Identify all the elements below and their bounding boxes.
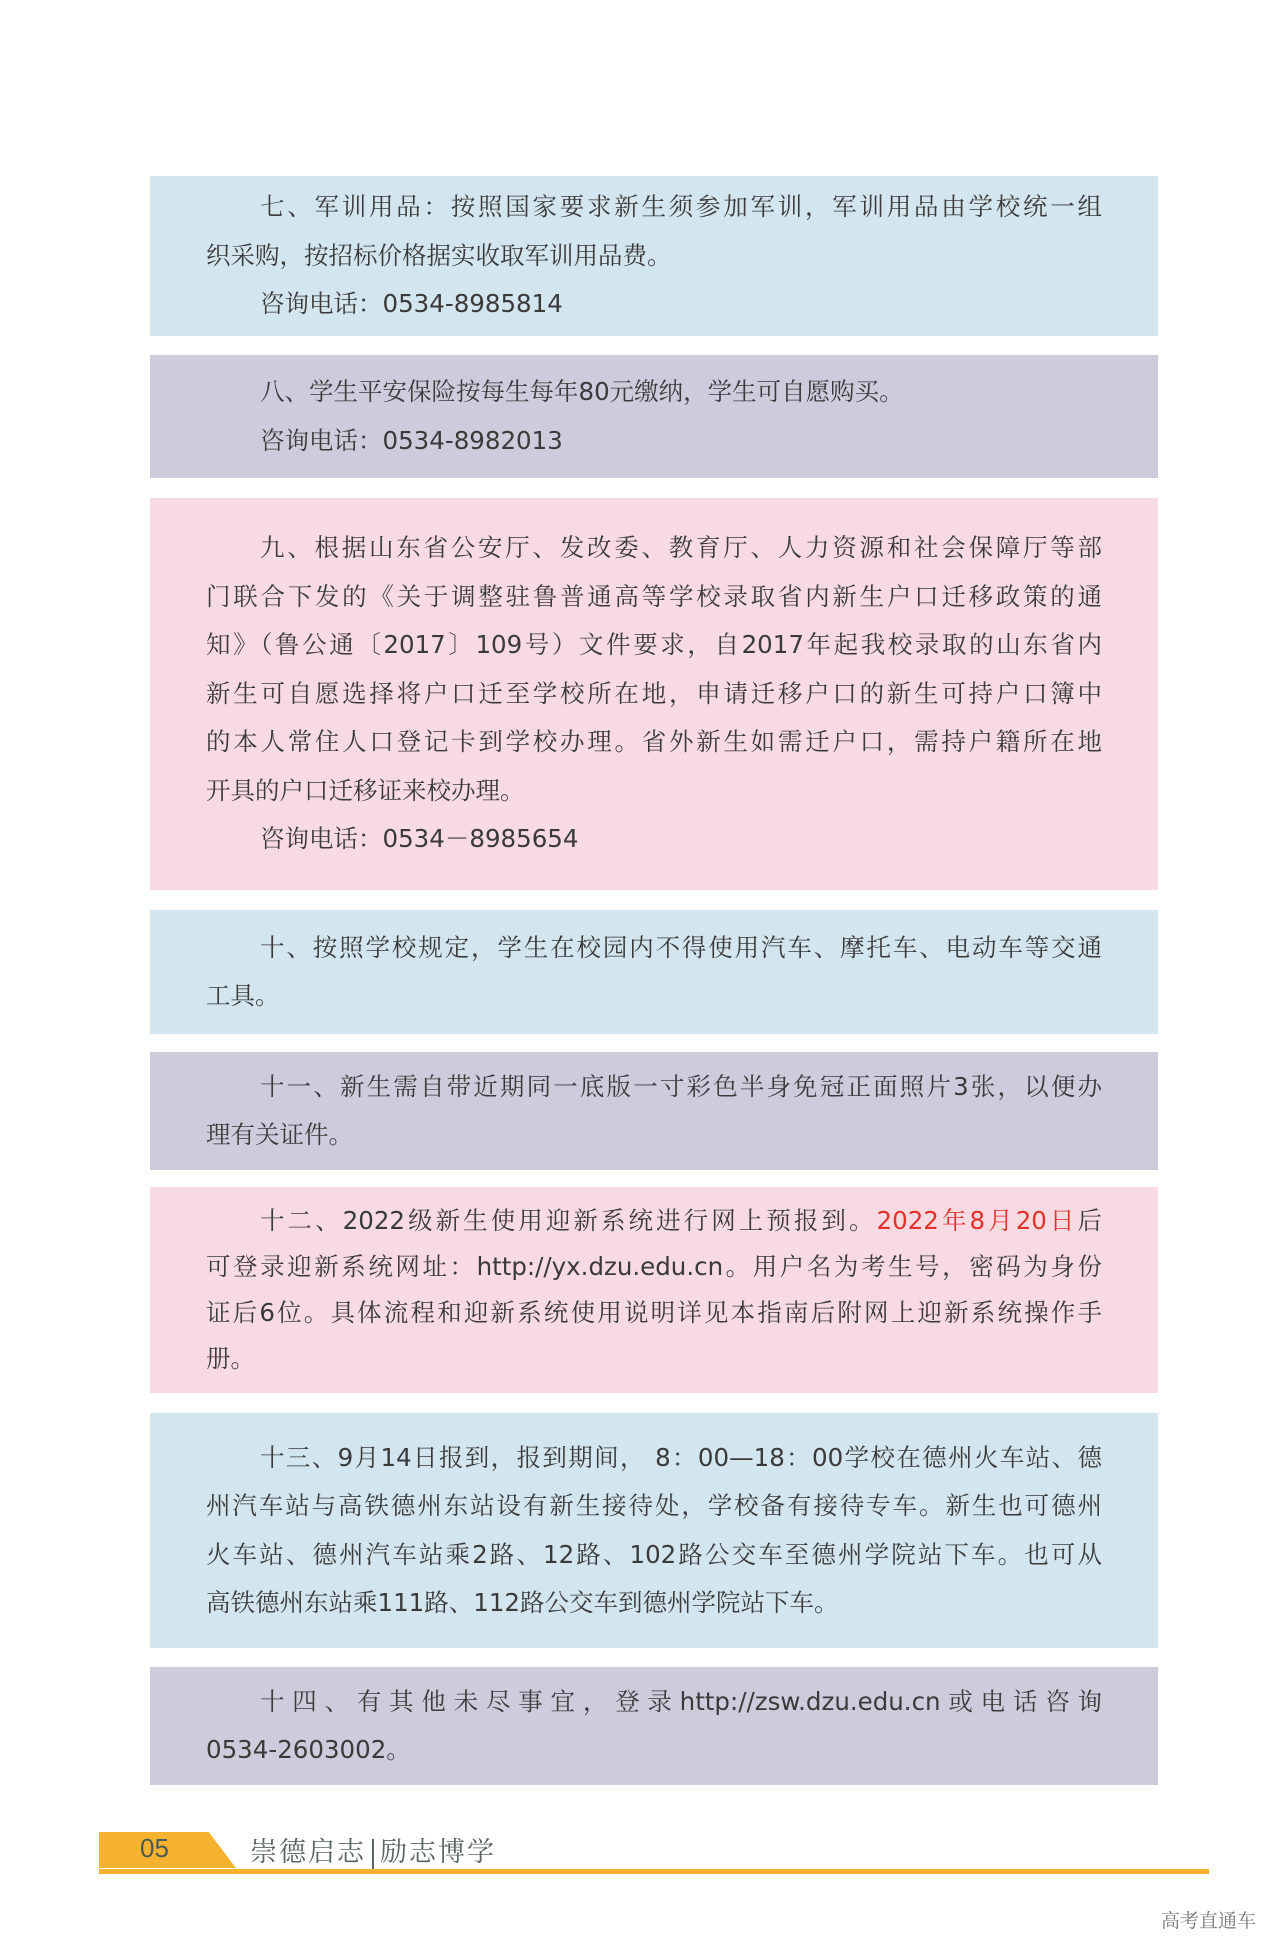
text-line: 工具。: [206, 981, 280, 1010]
highlighted-date: 2022年8月20日: [876, 1206, 1078, 1235]
text-line: 册。: [206, 1344, 255, 1373]
text-line: 理有关证件。: [206, 1120, 353, 1149]
text-line: 十一、新生需自带近期同一底版一寸彩色半身免冠正面照片3张，以便办: [260, 1071, 1102, 1101]
text-line: 门联合下发的《关于调整驻鲁普通高等学校录取省内新生户口迁移政策的通: [206, 581, 1102, 611]
text-line: 火车站、德州汽车站乘2路、12路、102路公交车至德州学院站下车。也可从: [206, 1539, 1102, 1569]
text-line: 高铁德州东站乘111路、112路公交车到德州学院站下车。: [206, 1588, 839, 1617]
text-line: [206, 1198, 1102, 1244]
text-line: 州汽车站与高铁德州东站设有新生接待处，学校备有接待专车。新生也可德州: [206, 1491, 1102, 1520]
slogan-divider: [372, 1839, 374, 1869]
contact-phone: 咨询电话：0534-8982013: [260, 425, 563, 455]
notice-item-10: [150, 910, 1158, 1034]
notice-item-12: [150, 1187, 1158, 1393]
text-line: 可登录迎新系统网址：http://yx.dzu.edu.cn。用户名为考生号，密码为身份: [206, 1252, 1102, 1281]
text-line: 八、学生平安保险按每生每年80元缴纳，学生可自愿购买。: [260, 377, 904, 406]
text-line: 开具的户口迁移证来校办理。: [206, 775, 525, 805]
slogan-left: 崇德启志: [250, 1837, 366, 1868]
text-segment: 后: [1077, 1206, 1102, 1235]
text-line: 的本人常住人口登记卡到学校办理。省外新生如需迁户口，需持户籍所在地: [206, 727, 1102, 757]
text-line: 证后6位。具体流程和迎新系统使用说明详见本指南后附网上迎新系统操作手: [206, 1298, 1102, 1327]
notice-item-7: [150, 176, 1158, 336]
notice-item-11: [150, 1052, 1158, 1170]
text-line: 九、根据山东省公安厅、发改委、教育厅、人力资源和社会保障厅等部: [260, 533, 1102, 563]
footer-rule: [99, 1869, 1209, 1874]
slogan-right: 励志博学: [380, 1837, 496, 1868]
contact-phone: 咨询电话：0534-8985814: [260, 289, 563, 319]
notice-item-9: [150, 498, 1158, 890]
footer-slogan: [250, 1830, 496, 1869]
text-line: 新生可自愿选择将户口迁至学校所在地，申请迁移户口的新生可持户口簿中: [206, 678, 1102, 708]
watermark: 高考直通车: [1160, 1910, 1256, 1932]
text-line: 知》（鲁公通〔2017〕109号）文件要求，自2017年起我校录取的山东省内: [206, 630, 1102, 660]
text-line: 十三、9月14日报到，报到期间， 8：00—18：00学校在德州火车站、德: [260, 1442, 1102, 1472]
text-line: 十、按照学校规定，学生在校园内不得使用汽车、摩托车、电动车等交通: [260, 932, 1102, 962]
text-line: 0534-2603002。: [206, 1735, 411, 1764]
text-line: 七、军训用品：按照国家要求新生须参加军训，军训用品由学校统一组: [260, 192, 1102, 222]
text-line: 十四、有其他未尽事宜，登录http://zsw.dzu.edu.cn或电话咨询: [260, 1686, 1102, 1716]
text-line: 织采购，按招标价格据实收取军训用品费。: [206, 240, 672, 270]
contact-phone: 咨询电话：0534－8985654: [260, 824, 579, 854]
notice-item-13: [150, 1413, 1158, 1648]
text-segment: 十二、2022级新生使用迎新系统进行网上预报到。: [260, 1206, 877, 1235]
notice-item-14: [150, 1667, 1158, 1785]
notice-item-8: [150, 355, 1158, 478]
page-number: 05: [140, 1833, 169, 1863]
